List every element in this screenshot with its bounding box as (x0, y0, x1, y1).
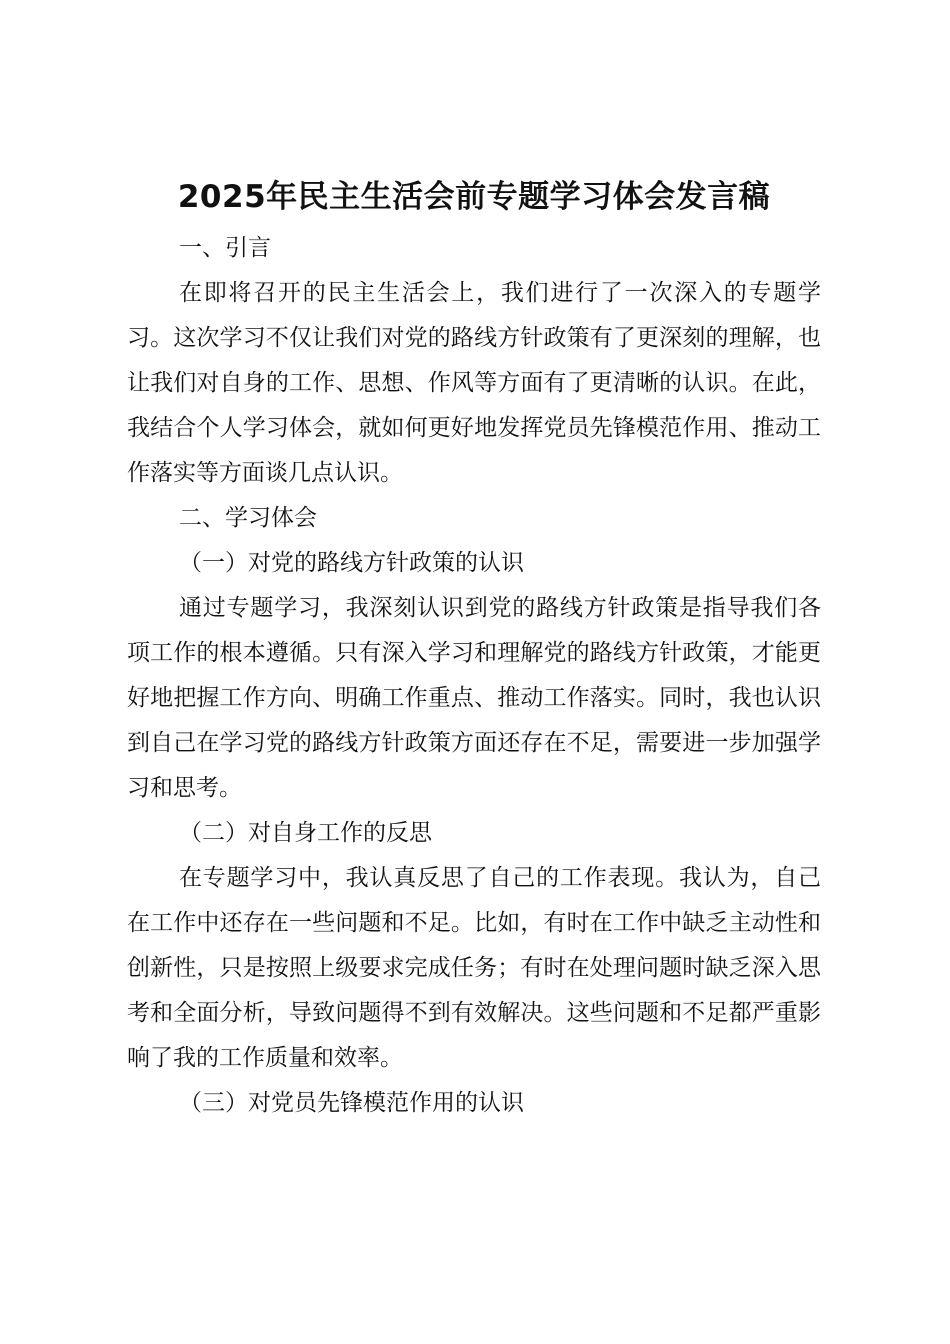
document-page (127, 172, 821, 1126)
subsection-heading-3: （三）对党员先锋模范作用的认识 (179, 1090, 524, 1116)
paragraph-subsection-2: 在专题学习中，我认真反思了自己的工作表现。我认为，自己在工作中还存在一些问题和不足。比如，有时在工作中缺乏主动性和创新性，只是按照上级要求完成任务；有时在处理问题时缺乏深入思考和全面分析，导致问题得不到有效解决。这些问题和不足都严重影响了我的工作质量和效率。 (127, 865, 821, 1071)
section-heading-study: 二、学习体会 (179, 505, 317, 531)
paragraph-subsection-1: 通过专题学习，我深刻认识到党的路线方针政策是指导我们各项工作的根本遵循。只有深入学习和理解党的路线方针政策，才能更好地把握工作方向、明确工作重点、推动工作落实。同时，我也认识到自己在学习党的路线方针政策方面还存在不足，需要进一步加强学习和思考。 (127, 595, 821, 801)
subsection-heading-1: （一）对党的路线方针政策的认识 (179, 550, 524, 576)
subsection-heading-2: （二）对自身工作的反思 (179, 820, 432, 846)
paragraph-intro: 在即将召开的民主生活会上，我们进行了一次深入的专题学习。这次学习不仅让我们对党的路线方针政策有了更深刻的理解，也让我们对自身的工作、思想、作风等方面有了更清晰的认识。在此，我结合个人学习体会，就如何更好地发挥党员先锋模范作用、推动工作落实等方面谈几点认识。 (127, 280, 821, 486)
document-title: 2025年民主生活会前专题学习体会发言稿 (177, 179, 771, 215)
section-heading-intro: 一、引言 (179, 235, 271, 261)
